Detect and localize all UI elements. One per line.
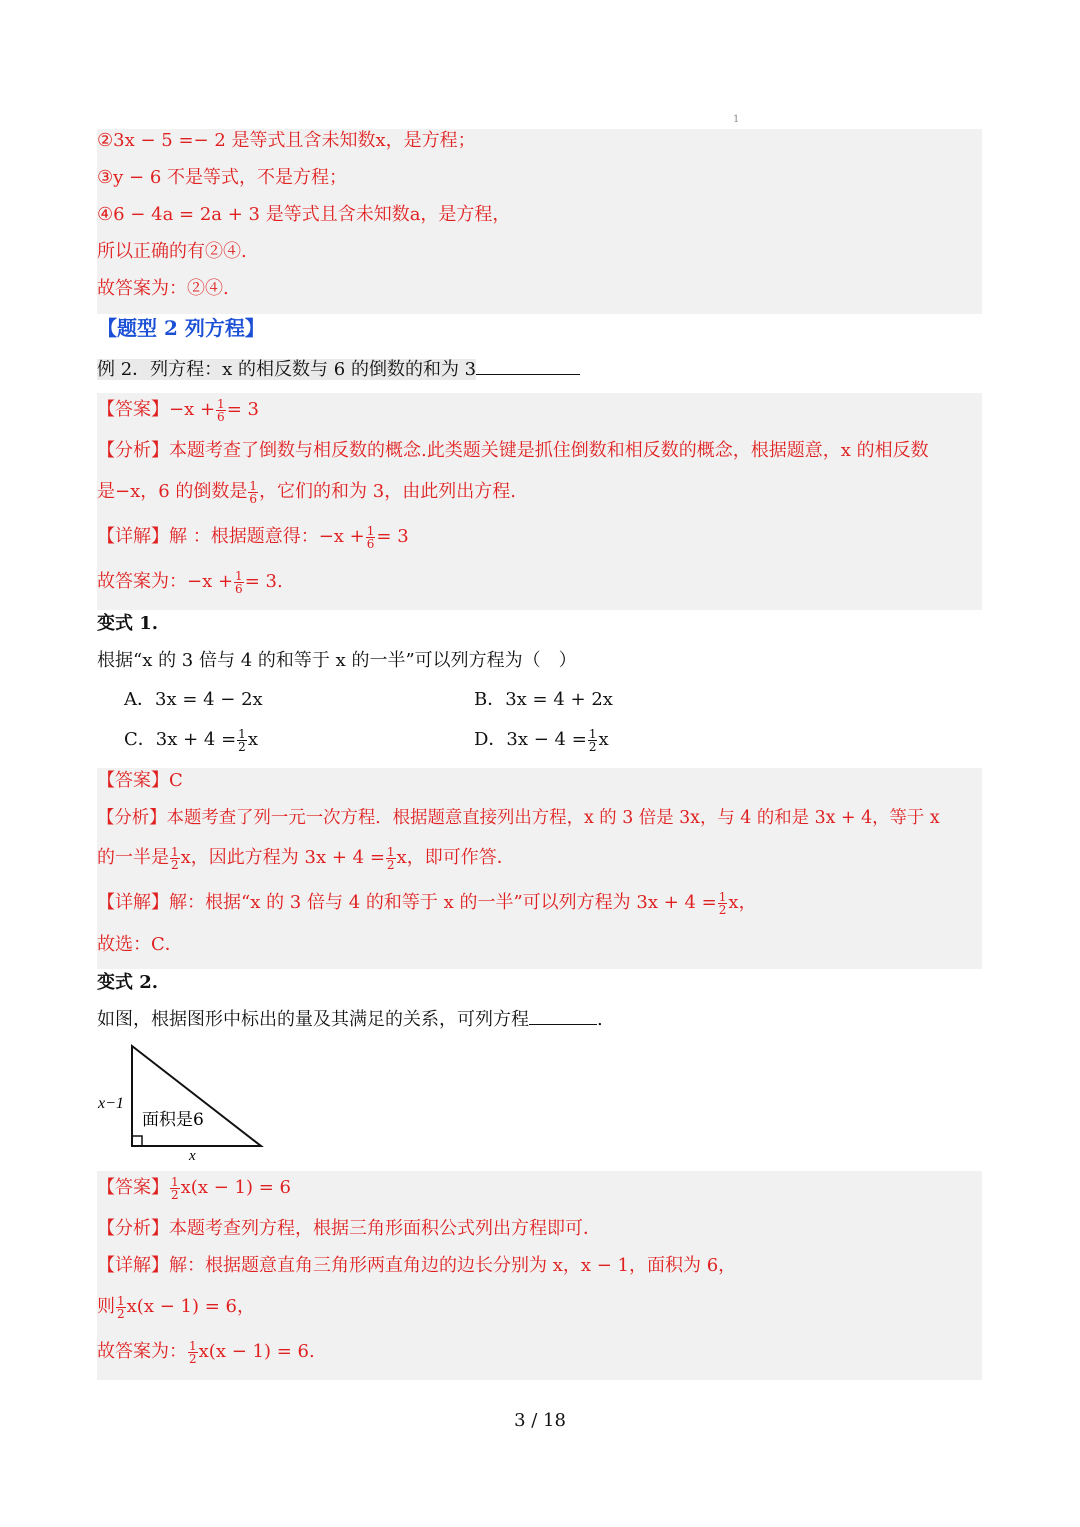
variant1-question: 根据“x 的 3 倍与 4 的和等于 x 的一半”可以列方程为（ ） (97, 650, 577, 671)
fraction: $\frac{1}{2}$ (238, 726, 246, 754)
answer-post: = 3 (226, 399, 259, 420)
area-label: 面积是6 (142, 1110, 204, 1130)
variant1-answer-value: C (169, 770, 183, 791)
right-angle-mark (132, 1136, 142, 1146)
answer-tag: 【答案】 (97, 399, 169, 420)
example2-final (97, 569, 283, 595)
option-d: D．3x − 4 = $\frac{1}{2}$ x (474, 726, 609, 754)
detail-tag: 【详解】 (97, 526, 169, 547)
page-number: 3 / 18 (514, 1410, 566, 1431)
fraction: $\frac{1}{2}$ (718, 889, 727, 917)
analysis-pre: 是−x，6 的倒数是 (97, 481, 248, 502)
variant2-detail: 【详解】解：根据题意直角三角形两直角边的边长分别为 x，x − 1，面积为 6， (97, 1255, 737, 1276)
fraction: $\frac{1}{2}$ (117, 1293, 125, 1321)
option-c: C．3x + 4 = $\frac{1}{2}$ x (124, 726, 258, 754)
triangle-figure (95, 1042, 270, 1164)
fraction: $\frac{1}{6}$ (235, 568, 243, 596)
analysis-tag: 【分析】 (97, 440, 169, 461)
answer-blank (529, 1006, 597, 1025)
analysis-text: 本题考查了倒数与相反数的概念.此类题关键是抓住倒数和相反数的概念，根据题意，x 的相反数 (169, 440, 929, 461)
fraction: $\frac{1}{2}$ (386, 844, 395, 872)
answer-blank (476, 356, 580, 375)
example2-answer (97, 397, 259, 423)
example2-detail (97, 524, 409, 550)
variant2-analysis: 【分析】本题考查列方程，根据三角形面积公式列出方程即可． (97, 1218, 601, 1239)
base-label: x (189, 1148, 196, 1164)
fraction: $\frac{1}{2}$ (171, 844, 179, 872)
detail-pre: 解 ：根据题意得：−x + (169, 526, 365, 547)
answer-pre: −x + (169, 399, 216, 420)
example2-question-text: 例 2．列方程：x 的相反数与 6 的倒数的和为 3 (97, 359, 477, 380)
example2-analysis-1 (97, 438, 929, 464)
variant2-question: 如图，根据图形中标出的量及其满足的关系，可列方程 . (97, 1006, 603, 1033)
block1-line-3: ④6 − 4a = 2a + 3 是等式且含未知数a，是方程， (97, 204, 511, 225)
block1-line-1: ②3x − 5 =− 2 是等式且含未知数x，是方程； (97, 130, 476, 151)
right-triangle (132, 1046, 261, 1146)
fraction: $\frac{1}{6}$ (249, 478, 258, 506)
fraction: $\frac{1}{2}$ (189, 1338, 197, 1366)
final-post: = 3. (244, 571, 283, 592)
page-mark: 1 (733, 114, 740, 125)
variant1-analysis-2: 的一半是 $\frac{1}{2}$ x，因此方程为 3x + 4 = $\frac{1}{2}$ x，即可作答． (97, 844, 515, 872)
block1-line-2: ③y − 6 不是等式，不是方程； (97, 167, 348, 188)
final-pre: 故答案为：−x + (97, 571, 234, 592)
side-label: x−1 (98, 1095, 124, 1112)
variant1-answer: 【答案】C (97, 770, 183, 791)
fraction: $\frac{1}{6}$ (217, 396, 225, 424)
fraction: $\frac{1}{6}$ (366, 523, 375, 551)
example2-analysis-2 (97, 479, 516, 505)
variant1-final: 故选：C． (97, 934, 183, 955)
variant1-title: 变式 1. (97, 613, 159, 634)
variant2-then: 则 $\frac{1}{2}$ x(x − 1) = 6， (97, 1293, 255, 1321)
variant2-title: 变式 2. (97, 972, 159, 993)
block1-line-4: 所以正确的有②④. (97, 241, 247, 262)
block1-line-5: 故答案为：②④. (97, 278, 229, 299)
example2-question (97, 356, 580, 383)
fraction: $\frac{1}{2}$ (171, 1174, 179, 1202)
detail-post: = 3 (376, 526, 409, 547)
variant2-answer: 【答案】 $\frac{1}{2}$ x(x − 1) = 6 (97, 1174, 291, 1202)
section-title: 【题型 2 列方程】 (97, 316, 265, 340)
variant1-detail: 【详解】解：根据“x 的 3 倍与 4 的和等于 x 的一半”可以列方程为 3x + 4 = $\frac{1}{2}$ x， (97, 889, 757, 917)
variant2-final: 故答案为： $\frac{1}{2}$ x(x − 1) = 6. (97, 1338, 315, 1366)
variant1-analysis-1: 【分析】本题考查了列一元一次方程．根据题意直接列出方程，x 的 3 倍是 3x，与 4 的和是 3x + 4，等于 x (97, 808, 940, 828)
fraction: $\frac{1}{2}$ (588, 726, 597, 754)
analysis-post: ，它们的和为 3，由此列出方程. (259, 481, 516, 502)
option-a: A．3x = 4 − 2x (124, 689, 263, 710)
option-b: B．3x = 4 + 2x (474, 689, 613, 710)
